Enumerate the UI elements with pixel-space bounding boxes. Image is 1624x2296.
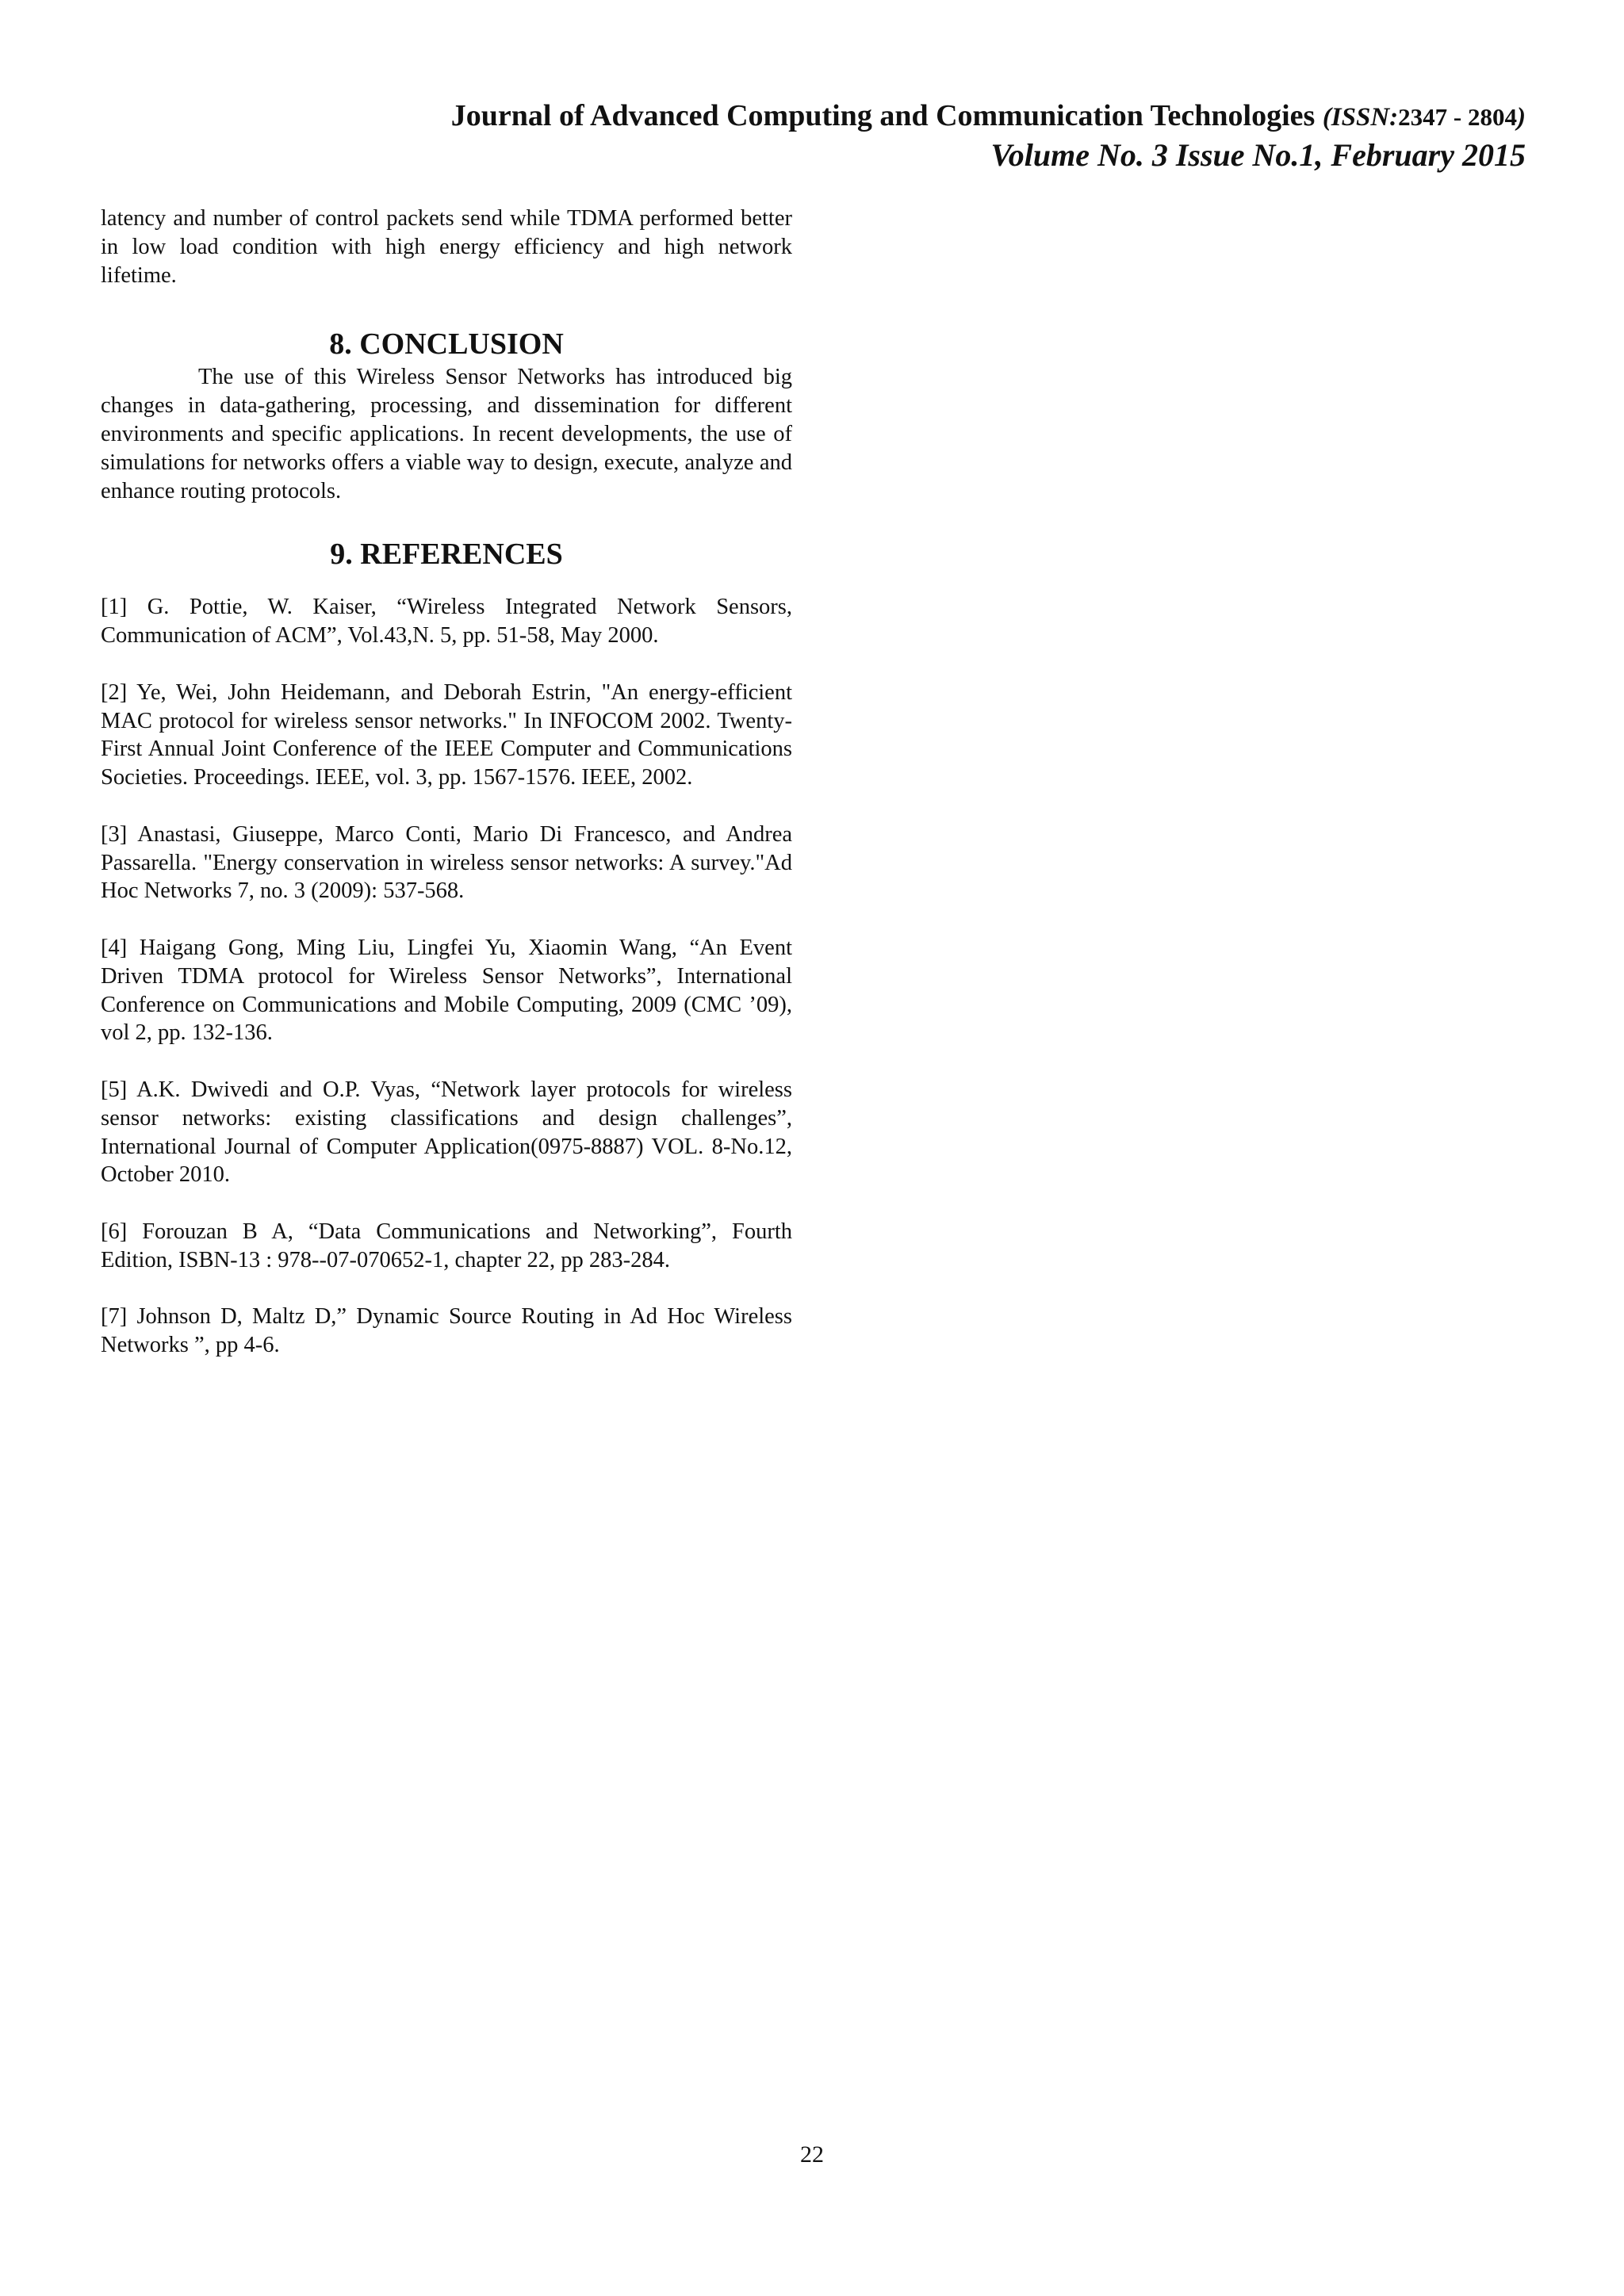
journal-header	[178, 97, 1526, 174]
intro-paragraph: latency and number of control packets send while TDMA performed better in low load condition with high energy efficiency and high network lifetime.	[101, 206, 792, 288]
reference-item: [5] A.K. Dwivedi and O.P. Vyas, “Network layer protocols for wireless sensor networks: existing classifications and design challenges”, International Journal of Computer Application(0975-8887) VOL. 8-No.12, October 2010.	[101, 1077, 792, 1188]
references-heading: 9. REFERENCES	[330, 538, 563, 572]
journal-title: Journal of Advanced Computing and Communication Technologies	[450, 99, 1316, 132]
reference-list	[101, 593, 792, 1360]
reference-item: [1] G. Pottie, W. Kaiser, “Wireless Integrated Network Sensors, Communication of ACM”, Vol.43,N. 5, pp. 51-58, May 2000.	[101, 595, 792, 649]
reference-item: [2] Ye, Wei, John Heidemann, and Deborah Estrin, "An energy-efficient MAC protocol for wireless sensor networks." In INFOCOM 2002. Twenty-First Annual Joint Conference of the IEEE Computer and Communications Societies. Proceedings. IEEE, vol. 3, pp. 1567-1576. IEEE, 2002.	[101, 679, 792, 790]
left-column	[101, 205, 792, 1388]
conclusion-paragraph: The use of this Wireless Sensor Networks has introduced big changes in data-gathering, processing, and dissemination for different environments and specific applications. In recent developments, the use of simulations for networks offers a viable way to design, execute, analyze and enhance routing protocols.	[101, 365, 792, 503]
conclusion-heading: 8. CONCLUSION	[329, 327, 564, 362]
issn-close: )	[1517, 103, 1526, 132]
page-number: 22	[800, 2141, 824, 2168]
reference-item: [7] Johnson D, Maltz D,” Dynamic Source Routing in Ad Hoc Wireless Networks ”, pp 4-6.	[101, 1304, 792, 1358]
reference-item: [6] Forouzan B A, “Data Communications and Networking”, Fourth Edition, ISBN-13 : 978--07-070652-1, chapter 22, pp 283-284.	[101, 1219, 792, 1272]
journal-volume: Volume No. 3 Issue No.1, February 2015	[990, 137, 1526, 173]
reference-item: [4] Haigang Gong, Ming Liu, Lingfei Yu, Xiaomin Wang, “An Event Driven TDMA protocol for Wireless Sensor Networks”, International Conference on Communications and Mobile Computing, 2009 (CMC ’09), vol 2, pp. 132-136.	[101, 935, 792, 1046]
issn-number: 2347 - 2804	[1398, 103, 1517, 131]
issn-open: (ISSN:	[1322, 103, 1399, 132]
journal-title-line	[178, 97, 1526, 136]
reference-item: [3] Anastasi, Giuseppe, Marco Conti, Mario Di Francesco, and Andrea Passarella. "Energy conservation in wireless sensor networks: A survey."Ad Hoc Networks 7, no. 3 (2009): 537-568.	[101, 821, 792, 904]
